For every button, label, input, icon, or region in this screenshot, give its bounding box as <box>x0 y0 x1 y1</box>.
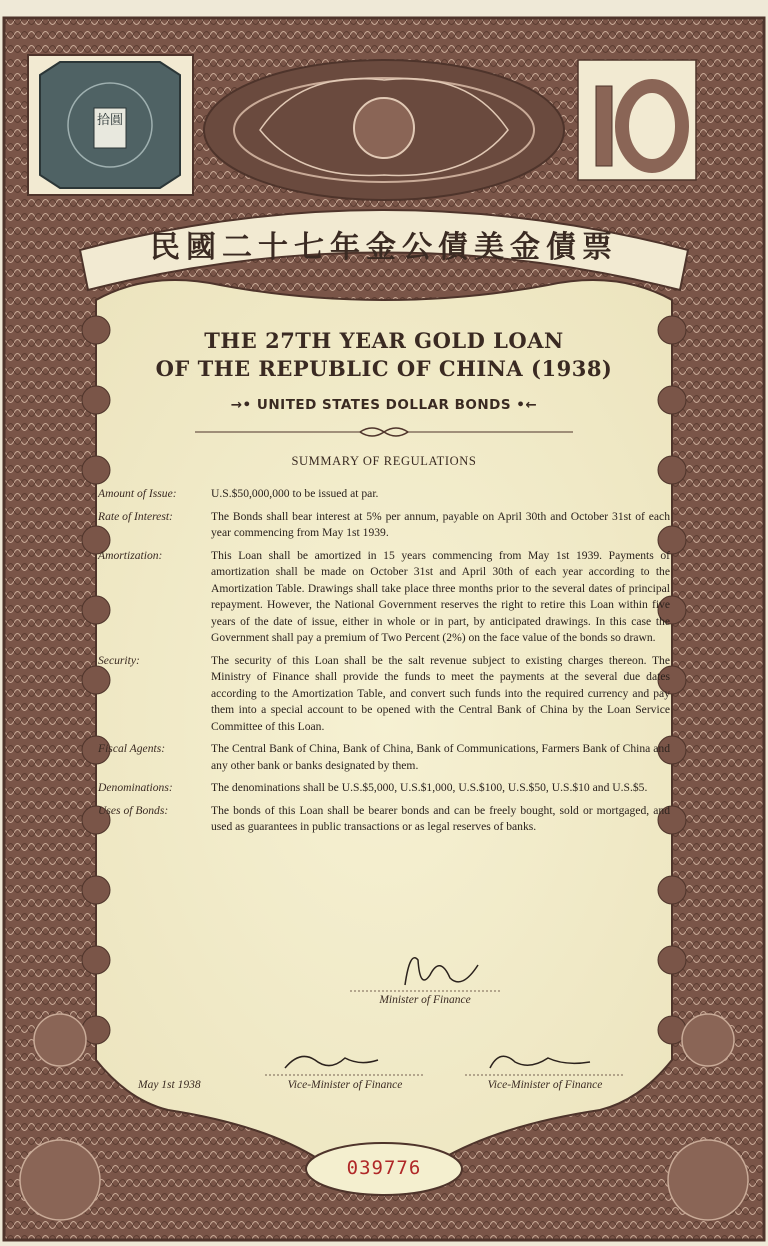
vice-minister-right-label: Vice-Minister of Finance <box>487 1079 603 1091</box>
minister-label: Minister of Finance <box>379 994 471 1006</box>
regulation-row <box>98 653 670 736</box>
regulation-row <box>98 509 670 542</box>
document-subtitle: →• UNITED STATES DOLLAR BONDS •← <box>230 397 538 413</box>
arrow-right-icon: •← <box>516 397 538 413</box>
regulation-row <box>98 486 670 503</box>
regulation-label: Amortization: <box>98 548 163 562</box>
regulation-label: Denominations: <box>98 781 173 794</box>
section-title: SUMMARY OF REGULATIONS <box>291 454 477 468</box>
regulation-text: The Bonds shall bear interest at 5% per annum, payable on April 30th and October 31st of each year commencing from May 1st 1939. <box>211 509 670 539</box>
denomination-mark <box>580 100 694 101</box>
document-title-line-2: OF THE REPUBLIC OF CHINA (1938) <box>155 356 613 381</box>
regulation-text: The Central Bank of China, Bank of China, Bank of Communications, Farmers Bank of China and any other bank or banks designated by them. <box>211 742 670 772</box>
regulation-row <box>98 548 670 647</box>
regulation-row <box>98 741 670 774</box>
regulations-list <box>98 486 670 842</box>
issue-date: May 1st 1938 <box>138 1079 201 1091</box>
regulation-label: Fiscal Agents: <box>98 742 166 755</box>
denomination-emblem <box>578 60 696 180</box>
regulation-text: U.S.$50,000,000 to be issued at par. <box>211 487 379 500</box>
serial-number: 039776 <box>346 1157 422 1179</box>
regulation-label: Rate of Interest: <box>98 509 173 523</box>
regulation-label: Amount of Issue: <box>98 487 177 500</box>
regulation-text: The bonds of this Loan shall be bearer bonds and can be freely bought, sold or mortgaged, and used as guarantees in public transactions or as legal reserves of banks. <box>211 803 670 833</box>
document-title-line-1: THE 27TH YEAR GOLD LOAN <box>204 328 564 353</box>
regulation-row <box>98 780 670 797</box>
regulation-text: This Loan shall be amortized in 15 years commencing from May 1st 1939. Payments of amortization shall be made on October 31st and April 30th of each year according to the Amortization Table. Drawings shall take place three months prior to the several dates of principal repayment. However, the National Government reserves the right to retire this Loan within five years of the date of issue, either in whole or in part, by anticipated drawings. In this case the Government shall pay a premium of Two Percent (2%) on the face value of the bonds so drawn. <box>211 548 670 644</box>
regulation-text: The denominations shall be U.S.$5,000, U.S.$1,000, U.S.$100, U.S.$50, U.S.$10 and U.S.$5. <box>211 781 648 794</box>
vice-minister-left-label: Vice-Minister of Finance <box>287 1079 403 1091</box>
regulation-label: Uses of Bonds: <box>98 803 169 817</box>
regulation-row <box>98 803 670 836</box>
arrow-left-icon: →• <box>230 397 252 413</box>
regulation-label: Security: <box>98 653 140 667</box>
stamp-text: 拾圓 <box>96 112 123 127</box>
regulation-text: The security of this Loan shall be the salt revenue subject to existing charges thereon. The Ministry of Finance shall provide the funds to meet the payments at the several due dates according to the Amortization Table, and convert such funds into the required currency and pay them into a special account to be opened with the Central Bank of China by the Loan Service Committee of this Loan. <box>211 653 670 733</box>
chinese-title: 民國二十七年金公債美金債票 <box>150 230 618 265</box>
